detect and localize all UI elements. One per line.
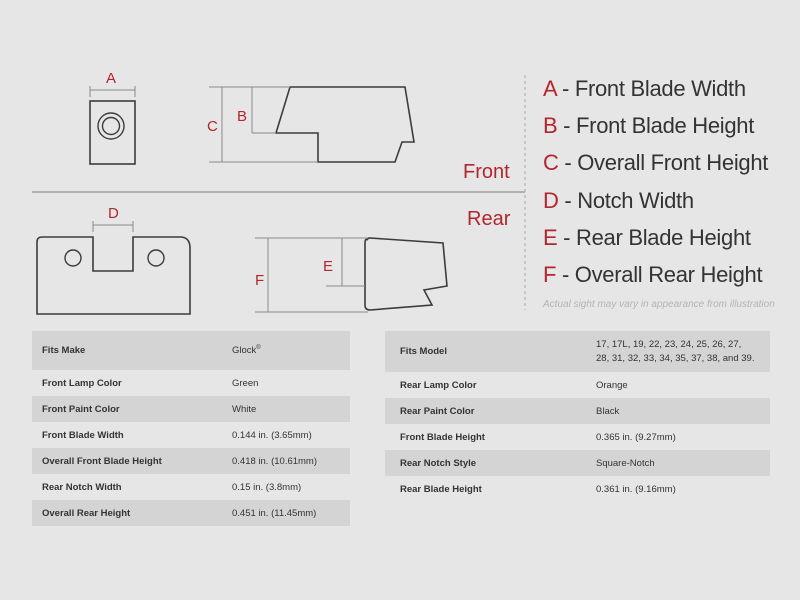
front-sight-side-view	[276, 87, 414, 162]
spec-label: Rear Notch Width	[42, 481, 122, 493]
legend-text: - Front Blade Width	[556, 76, 746, 101]
table-row	[32, 500, 350, 526]
legend-item-f	[543, 259, 793, 296]
legend-key: D	[543, 187, 559, 213]
spec-label: Front Paint Color	[32, 396, 232, 422]
spec-label: Overall Rear Height	[32, 500, 232, 526]
specs-table-right	[385, 331, 770, 502]
table-row	[32, 422, 350, 448]
illustration-disclaimer: Actual sight may vary in appearance from illustration	[543, 299, 775, 310]
dimension-a-label: A	[106, 70, 117, 87]
dimension-c-line	[209, 87, 318, 162]
spec-label: Rear Blade Height	[400, 483, 482, 495]
legend-key: E	[543, 224, 558, 250]
front-sight-front-view	[90, 101, 135, 164]
spec-value: Square-Notch	[596, 450, 770, 476]
rear-sight-front-view	[37, 237, 190, 314]
specs-table-left	[32, 331, 350, 526]
table-row	[385, 331, 770, 372]
spec-value	[232, 331, 350, 370]
legend-text: - Notch Width	[558, 187, 694, 213]
legend-text: - Front Blade Height	[557, 113, 755, 139]
spec-value: 0.418 in. (10.61mm)	[232, 448, 350, 474]
table-row	[32, 331, 350, 370]
table-row	[385, 398, 770, 424]
legend-key: F	[543, 261, 557, 287]
dimension-e-label: E	[323, 258, 334, 275]
dimension-d-line	[93, 221, 133, 232]
spec-label: Front Blade Width	[42, 429, 124, 441]
legend-text: - Overall Rear Height	[556, 261, 763, 287]
dimension-legend	[543, 73, 793, 296]
dimension-b-label: B	[237, 108, 248, 125]
spec-value: Black	[596, 398, 770, 424]
dimension-a-line	[90, 86, 135, 97]
table-row	[32, 396, 350, 422]
legend-key: A	[543, 76, 557, 101]
legend-item-a	[543, 73, 793, 110]
dimension-f-label: F	[255, 272, 265, 289]
legend-text: - Rear Blade Height	[557, 224, 751, 250]
legend-item-e	[543, 222, 793, 259]
spec-label: Rear Paint Color	[385, 398, 596, 424]
table-row	[385, 450, 770, 476]
dimension-b-line	[252, 87, 276, 133]
spec-value-text: Glock	[232, 345, 257, 357]
spec-label: Rear Lamp Color	[400, 379, 477, 391]
spec-label: Front Blade Height	[400, 431, 485, 443]
legend-text: - Overall Front Height	[558, 150, 769, 176]
table-row	[385, 424, 770, 450]
legend-item-b	[543, 110, 793, 147]
spec-label: Fits Make	[32, 331, 232, 370]
spec-value: 0.365 in. (9.27mm)	[596, 431, 676, 443]
spec-value: 17, 17L, 19, 22, 23, 24, 25, 26, 27, 28, 31, 32, 33, 34, 35, 37, 38, and 39.	[596, 331, 770, 372]
legend-item-d	[543, 185, 793, 222]
table-row	[32, 474, 350, 500]
spec-label: Fits Model	[385, 331, 596, 372]
rear-sight-side-view	[365, 238, 447, 310]
front-section-label: Front	[463, 161, 510, 183]
spec-value: 0.451 in. (11.45mm)	[232, 500, 350, 526]
spec-label: Overall Front Blade Height	[32, 448, 232, 474]
dimension-c-label: C	[207, 118, 218, 135]
spec-value: White	[232, 396, 350, 422]
table-row	[32, 448, 350, 474]
spec-label: Front Lamp Color	[42, 377, 122, 389]
spec-value: Orange	[596, 379, 628, 391]
spec-value: Green	[232, 377, 259, 389]
spec-value: 0.144 in. (3.65mm)	[232, 429, 312, 441]
dimension-f-line	[255, 238, 368, 312]
table-row	[385, 476, 770, 502]
spec-label: Rear Notch Style	[385, 450, 596, 476]
legend-item-c	[543, 147, 793, 184]
table-row	[32, 370, 350, 396]
dimension-d-label: D	[108, 205, 119, 222]
registered-mark: ®	[256, 344, 261, 351]
legend-key: B	[543, 113, 558, 139]
table-row	[385, 372, 770, 398]
spec-value: 0.361 in. (9.16mm)	[596, 483, 676, 495]
rear-section-label: Rear	[467, 208, 511, 230]
spec-value: 0.15 in. (3.8mm)	[232, 481, 302, 493]
legend-key: C	[543, 150, 559, 176]
